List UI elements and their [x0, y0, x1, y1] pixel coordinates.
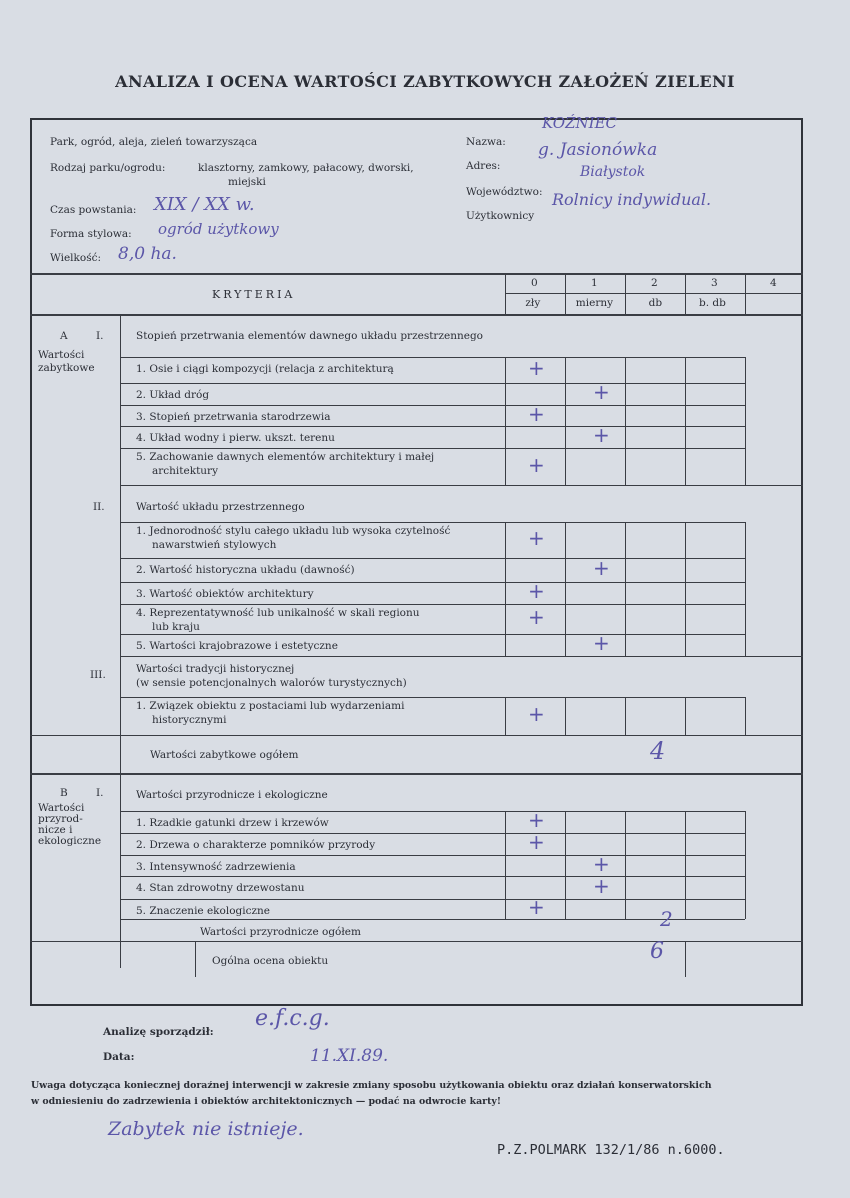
grid-line [120, 357, 745, 358]
grid-line [30, 273, 803, 275]
grid-line [120, 405, 745, 406]
printer-info: P.Z.POLMARK 132/1/86 n.6000. [497, 1142, 725, 1158]
criteria-row-label: 1. Związek obiektu z postaciami lub wydarzeniami [136, 700, 405, 712]
section-b-name: przyrod- [38, 813, 83, 825]
section-a-letter: A [60, 330, 68, 342]
date-label: Data: [103, 1051, 135, 1063]
grid-line [505, 357, 506, 485]
section-a-roman-3: III. [90, 669, 106, 681]
nazwa-value: KOŹNIEC [542, 114, 617, 132]
section-a-total-label: Wartości zabytkowe ogółem [150, 749, 299, 761]
criteria-row-label-2: historycznymi [152, 714, 227, 726]
grid-line [625, 811, 626, 919]
grid-line [120, 558, 745, 559]
check-mark-rows_a2-3: + [528, 605, 545, 629]
grid-line [745, 273, 746, 314]
criteria-header-label: KRYTERIA [212, 288, 296, 301]
section-a-roman: I. [96, 330, 104, 342]
grid-line [120, 811, 745, 812]
criteria-row-label-2: nawarstwień stylowych [152, 539, 277, 551]
group-2-title: Wartość układu przestrzennego [136, 501, 305, 513]
grid-line [685, 273, 686, 314]
check-mark-rows_a2-4: + [593, 631, 610, 655]
adres-value: g. Jasionówka [538, 140, 658, 160]
column-name: zły [525, 297, 541, 309]
check-mark-rows_b-0: + [528, 808, 545, 832]
page-title: ANALIZA I OCENA WARTOŚCI ZABYTKOWYCH ZAŁOŻEŃ ZIELENI [115, 72, 735, 91]
grid-line [30, 941, 803, 942]
check-mark-rows_b-1: + [528, 830, 545, 854]
criteria-row-label: 2. Układ dróg [136, 389, 210, 401]
overall-label: Ogólna ocena obiektu [212, 955, 329, 967]
criteria-row-label: 5. Znaczenie ekologiczne [136, 905, 271, 917]
section-a-roman-2: II. [93, 501, 105, 513]
grid-line [685, 522, 686, 656]
forma-value: ogród użytkowy [158, 220, 279, 238]
uzytkownicy-label: Użytkownicy [466, 210, 535, 222]
grid-line [625, 697, 626, 735]
column-name: b. db [699, 297, 726, 309]
overall-value: 6 [650, 939, 664, 964]
grid-line [745, 811, 746, 919]
section-a-name: Wartości zabytkowe [38, 349, 95, 374]
group-1-title: Stopień przetrwania elementów dawnego układu przestrzennego [136, 330, 483, 342]
check-mark-rows_a2-0: + [528, 526, 545, 550]
note-line-2: w odniesieniu do zadrzewienia i obiektów architektonicznych — podać na odwrocie karty! [31, 1096, 501, 1107]
grid-line [565, 697, 566, 735]
date-value: 11.XI.89. [310, 1046, 389, 1066]
park-type-label: Park, ogród, aleja, zieleń towarzysząca [50, 136, 258, 148]
grid-line [120, 697, 745, 698]
grid-line [120, 448, 745, 449]
grid-line [745, 522, 746, 656]
check-mark-rows_a1-3: + [593, 423, 610, 447]
grid-line [120, 919, 745, 920]
column-number: 1 [591, 277, 598, 289]
grid-line [30, 735, 803, 736]
check-mark-rows_b-3: + [593, 873, 610, 898]
grid-line [565, 811, 566, 919]
grid-line [625, 357, 626, 485]
check-mark-rows_b-4: + [528, 895, 545, 919]
grid-line [625, 522, 626, 656]
note-line-1: Uwaga dotycząca koniecznej doraźnej interwencji w zakresie zmiany sposobu użytkowania obiektu oraz działań konserwatorskich [31, 1080, 712, 1091]
section-b-name: nicze i [38, 824, 73, 836]
criteria-row-label-2: architektury [152, 465, 219, 477]
grid-line [625, 273, 626, 314]
analyzed-by-label: Analizę sporządził: [103, 1026, 214, 1038]
grid-line [195, 941, 196, 977]
adres-label: Adres: [466, 160, 501, 172]
grid-line [120, 582, 745, 583]
check-mark-rows_b-2: + [593, 851, 610, 876]
group-3-title: Wartości tradycji historycznej [136, 663, 295, 675]
czas-value: XIX / XX w. [154, 194, 255, 215]
adres-value-2: Białystok [580, 164, 646, 180]
criteria-row-label: 1. Rzadkie gatunki drzew i krzewów [136, 817, 329, 829]
grid-line [565, 357, 566, 485]
wojewodztwo-value: Rolnicy indywidual. [552, 190, 712, 209]
check-mark-rows_a2-1: + [593, 556, 610, 580]
grid-line [120, 656, 803, 657]
group-3-title-2: (w sensie potencjonalnych walorów turystycznych) [136, 677, 407, 689]
forma-label: Forma stylowa: [50, 228, 132, 240]
column-number: 3 [711, 277, 718, 289]
rodzaj-label: Rodzaj parku/ogrodu: [50, 162, 166, 174]
grid-line [120, 485, 803, 486]
grid-line [120, 314, 121, 968]
section-b-roman: I. [96, 787, 104, 799]
criteria-row-label: 1. Jednorodność stylu całego układu lub wysoka czytelność [136, 525, 451, 537]
rodzaj-options: klasztorny, zamkowy, pałacowy, dworski, [198, 162, 414, 174]
column-number: 4 [770, 277, 777, 289]
grid-line [120, 604, 745, 605]
grid-line [120, 383, 745, 384]
wielkosc-label: Wielkość: [50, 252, 102, 264]
analyzed-by-value: e.f.c.g. [255, 1006, 330, 1031]
grid-line [120, 855, 745, 856]
section-b-total-label: Wartości przyrodnicze ogółem [200, 926, 361, 938]
grid-line [565, 522, 566, 656]
column-name: mierny [575, 297, 614, 309]
criteria-row-label: 2. Drzewa o charakterze pomników przyrody [136, 839, 376, 851]
criteria-row-label-2: lub kraju [152, 621, 200, 633]
column-number: 0 [531, 277, 538, 289]
grid-line [30, 314, 803, 316]
section-b-name: ekologiczne [38, 835, 102, 847]
grid-line [745, 697, 746, 735]
criteria-row-label: 5. Wartości krajobrazowe i estetyczne [136, 640, 338, 652]
criteria-row-label: 4. Stan zdrowotny drzewostanu [136, 882, 305, 894]
criteria-row-label: 3. Intensywność zadrzewienia [136, 861, 296, 873]
grid-line [120, 634, 745, 635]
criteria-row-label: 3. Stopień przetrwania starodrzewia [136, 411, 331, 423]
grid-line [505, 697, 506, 735]
grid-line [505, 522, 506, 656]
criteria-row-label: 4. Reprezentatywność lub unikalność w skali regionu [136, 607, 420, 619]
check-mark-rows_a3-0: + [528, 702, 545, 726]
grid-line [120, 426, 745, 427]
grid-line [120, 876, 745, 877]
rodzaj-options-2: miejski [228, 176, 266, 188]
grid-line [120, 899, 745, 900]
section-b-total-value: 2 [660, 907, 673, 931]
grid-line [685, 941, 686, 977]
grid-line [745, 357, 746, 485]
check-mark-rows_a1-2: + [528, 401, 545, 426]
wojewodztwo-label: Województwo: [466, 186, 543, 198]
criteria-row-label: 2. Wartość historyczna układu (dawność) [136, 564, 355, 576]
grid-line [505, 273, 506, 314]
criteria-row-label: 5. Zachowanie dawnych elementów architektury i małej [136, 451, 435, 463]
grid-line [30, 773, 803, 775]
nazwa-label: Nazwa: [466, 136, 506, 148]
grid-line [565, 273, 566, 314]
check-mark-rows_a1-1: + [593, 380, 610, 404]
czas-label: Czas powstania: [50, 204, 137, 216]
criteria-row-label: 1. Osie i ciągi kompozycji (relacja z architekturą [136, 363, 394, 375]
grid-line [685, 697, 686, 735]
check-mark-rows_a1-4: + [528, 452, 545, 477]
column-number: 2 [651, 277, 658, 289]
section-b-name: Wartości [38, 802, 85, 814]
section-a-total-value: 4 [650, 737, 666, 765]
grid-line [505, 293, 803, 294]
check-mark-rows_a1-0: + [528, 356, 545, 380]
section-b-letter: B [60, 787, 68, 799]
criteria-row-label: 4. Układ wodny i pierw. ukszt. terenu [136, 432, 335, 444]
grid-line [685, 357, 686, 485]
grid-line [120, 522, 745, 523]
grid-line [505, 811, 506, 919]
group-b-title: Wartości przyrodnicze i ekologiczne [136, 789, 328, 801]
column-name: db [648, 297, 663, 309]
note-value: Zabytek nie istnieje. [108, 1118, 304, 1140]
check-mark-rows_a2-2: + [528, 579, 545, 603]
grid-line [685, 811, 686, 919]
criteria-row-label: 3. Wartość obiektów architektury [136, 588, 314, 600]
wielkosc-value: 8,0 ha. [118, 244, 177, 264]
grid-line [120, 833, 745, 834]
